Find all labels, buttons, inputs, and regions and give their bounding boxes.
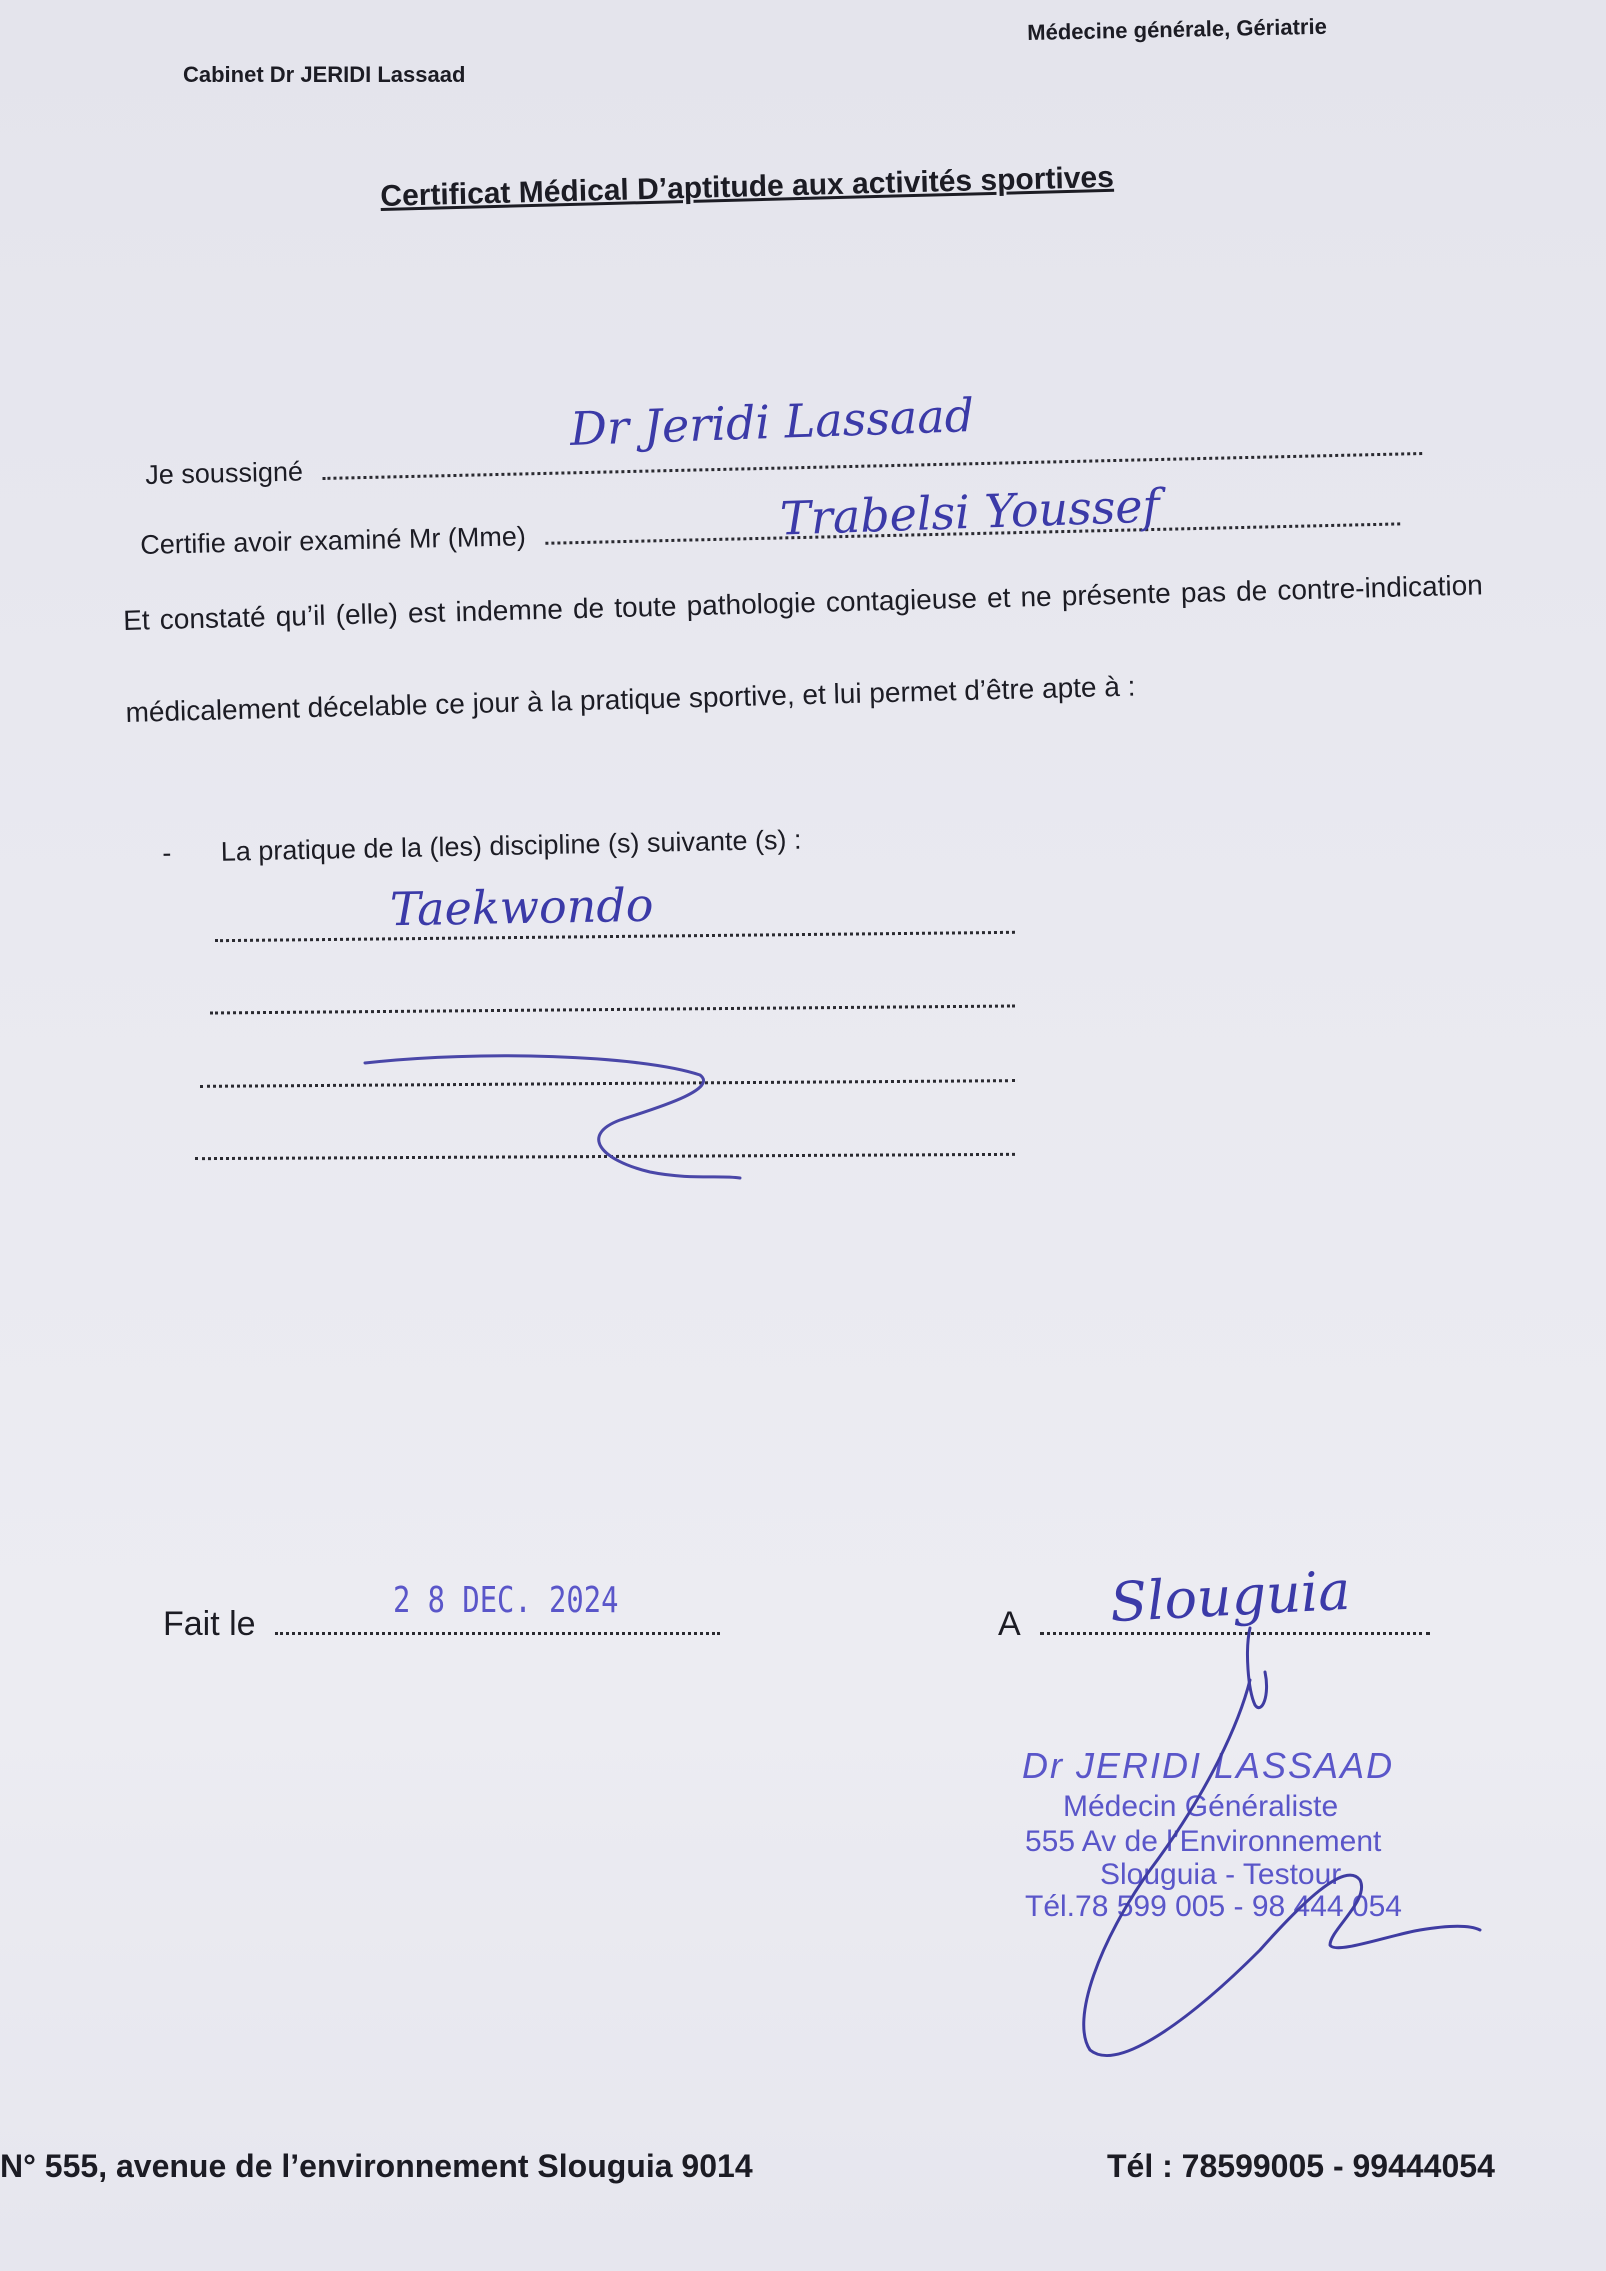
cabinet-name: Cabinet Dr JERIDI Lassaad [183,62,466,87]
attestation-paragraph: Et constaté qu’il (elle) est indemne de toute pathologie contagieuse et ne présente pas de contre-indication médicalement décelable ce jour à la pratique sportive, et lui permet d’être apte à : [122,569,1484,728]
discipline-bullet: - [162,837,172,868]
place-underline-stroke [1248,1628,1267,1708]
soussigne-handwriting: Dr Jeridi Lassaad [569,387,975,457]
strike-through-scribble [365,1056,740,1178]
footer-address: N° 555, avenue de l’environnement Slouguia 9014 [0,2148,753,2184]
stamp-phone: Tél.78 599 005 - 98 444 054 [1025,1890,1402,1923]
discipline-label: La pratique de la (les) discipline (s) suivante (s) : [220,824,802,867]
page-title: Certificat Médical D’aptitude aux activités sportives [380,160,1115,213]
stamp-address: 555 Av de l’Environnement [1025,1825,1382,1858]
place-handwriting: Slouguia [1108,1558,1352,1635]
specialty: Médecine générale, Gériatrie [1027,13,1328,45]
stamp-city: Slouguia - Testour [1100,1858,1342,1891]
fait-le-label: Fait le [163,1605,256,1643]
discipline-handwriting: Taekwondo [389,877,654,937]
stamp-doctor-name: Dr JERIDI LASSAAD [1022,1745,1395,1786]
footer-phone: Tél : 78599005 - 99444054 [1107,2148,1495,2184]
place-label: A [998,1605,1019,1643]
stamp-title: Médecin Généraliste [1063,1790,1339,1823]
date-stamp: 2 8 DEC. 2024 [393,1580,619,1621]
soussigne-label: Je soussigné [145,456,304,490]
examine-handwriting: Trabelsi Youssef [779,478,1161,546]
signature-scribble [1084,1680,1480,2055]
examine-label: Certifie avoir examiné Mr (Mme) [140,521,527,560]
